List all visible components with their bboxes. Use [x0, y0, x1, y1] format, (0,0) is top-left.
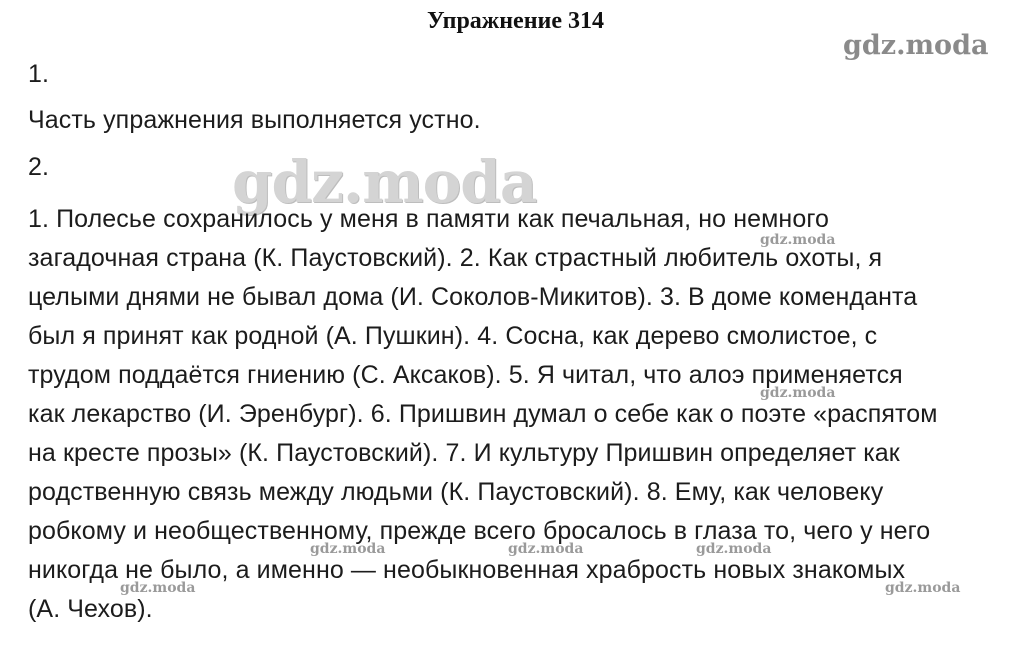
watermark-small: gdz.moda [885, 580, 961, 596]
section-2-number: 2. [28, 153, 50, 181]
watermark-large: gdz.moda [232, 148, 537, 216]
text-line: робкому и необщественному, прежде всего бросалось в глаза то, чего у него [28, 517, 931, 545]
text-line: 1. Полесье сохранилось у меня в памяти как печальная, но немного [28, 205, 829, 233]
watermark-small: gdz.moda [760, 385, 836, 401]
text-line: (А. Чехов). [28, 595, 153, 623]
text-line: на кресте прозы» (К. Паустовский). 7. И культуру Пришвин определяет как [28, 439, 900, 467]
text-line: родственную связь между людьми (К. Паустовский). 8. Ему, как человеку [28, 478, 884, 506]
watermark-small: gdz.moda [508, 541, 584, 557]
watermark-small: gdz.moda [120, 580, 196, 596]
exercise-title: Упражнение 314 [426, 8, 604, 34]
section-1-number: 1. [28, 60, 50, 88]
text-line: трудом поддаётся гниению (С. Аксаков). 5. Я читал, что алоэ применяется [28, 361, 903, 389]
text-line: никогда не было, а именно — необыкновенная храбрость новых знакомых [28, 556, 906, 584]
watermark-small: gdz.moda [696, 541, 772, 557]
text-line: как лекарство (И. Эренбург). 6. Пришвин думал о себе как о поэте «распятом [28, 400, 938, 428]
watermark-logo: gdz.moda [843, 30, 989, 61]
text-line: загадочная страна (К. Паустовский). 2. Как страстный любитель охоты, я [28, 244, 883, 272]
text-line: целыми днями не бывал дома (И. Соколов-Микитов). 3. В доме коменданта [28, 283, 918, 311]
watermark-small: gdz.moda [310, 541, 386, 557]
text-line: был я принят как родной (А. Пушкин). 4. Сосна, как дерево смолистое, с [28, 322, 878, 350]
watermark-small: gdz.moda [760, 232, 836, 248]
instruction-note: Часть упражнения выполняется устно. [28, 106, 481, 134]
